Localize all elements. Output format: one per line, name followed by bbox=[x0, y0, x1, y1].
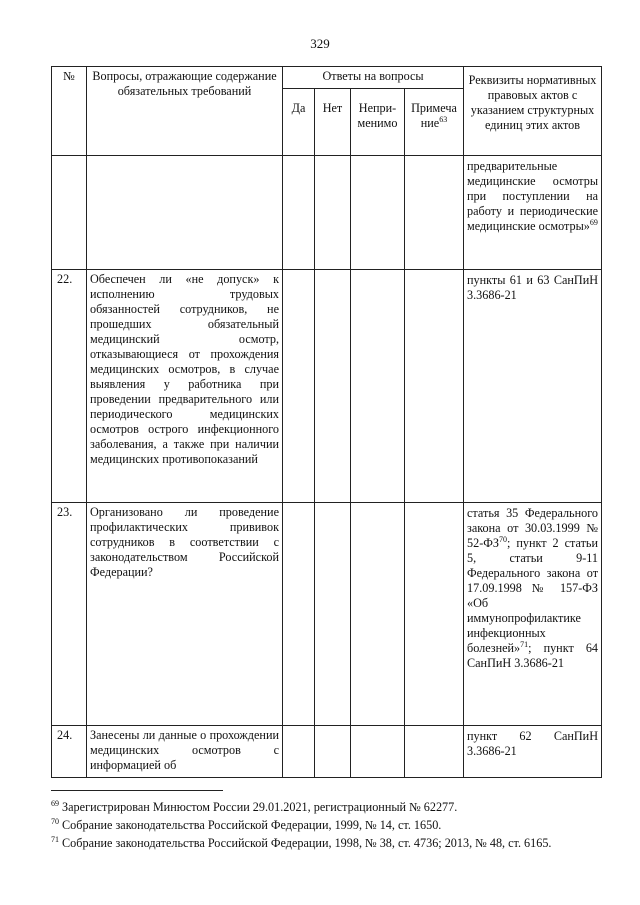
row-question: Обеспечен ли «не допуск» к исполнению трудовых обязанностей сотрудников, не прошедших обязательный медицинский осмотр, отказывающиеся от прохождения медицинских осмотров, в случае выявления у работника при проведении предварительного или периодического медицинских осмотров острого инфекционного заболевания, а также при наличии медицинских противопоказаний bbox=[87, 270, 283, 503]
footnote-ref: 71 bbox=[520, 639, 529, 649]
table-row bbox=[52, 503, 602, 726]
header-row-top bbox=[52, 67, 602, 89]
row-number: 23. bbox=[52, 503, 87, 726]
footnote bbox=[51, 798, 611, 816]
footnote-divider bbox=[51, 790, 223, 791]
header-not-applicable: Непри-менимо bbox=[351, 89, 405, 156]
header-requisites: Реквизиты нормативных правовых актов с указанием структурных единиц этих актов bbox=[464, 67, 602, 156]
answer-na-cell bbox=[351, 726, 405, 778]
answer-yes-cell bbox=[283, 270, 315, 503]
header-no: Нет bbox=[315, 89, 351, 156]
answer-no-cell bbox=[315, 503, 351, 726]
header-note-label: Примеча ние bbox=[411, 101, 457, 130]
requisites-text: ; пункт 64 СанПиН 3.3686-21 bbox=[467, 641, 599, 670]
footnote bbox=[51, 816, 611, 834]
row-question: Организовано ли проведение профилактических прививок сотрудников в соответствии с законодательством Российской Федерации? bbox=[87, 503, 283, 726]
footnote-ref: 69 bbox=[589, 217, 598, 227]
row-question bbox=[87, 156, 283, 270]
table-row bbox=[52, 726, 602, 778]
answer-note-cell bbox=[405, 726, 464, 778]
answer-note-cell bbox=[405, 503, 464, 726]
answer-no-cell bbox=[315, 270, 351, 503]
row-requisites bbox=[464, 503, 602, 726]
footnote-mark: 71 bbox=[51, 834, 59, 844]
header-answers: Ответы на вопросы bbox=[283, 67, 464, 89]
answer-yes-cell bbox=[283, 503, 315, 726]
answer-na-cell bbox=[351, 270, 405, 503]
answer-na-cell bbox=[351, 156, 405, 270]
footnotes bbox=[51, 798, 611, 852]
footnote-ref: 70 bbox=[499, 534, 507, 544]
footnote-text: Собрание законодательства Российской Федерации, 1998, № 38, ст. 4736; 2013, № 48, ст. 6165. bbox=[59, 836, 552, 850]
answer-yes-cell bbox=[283, 156, 315, 270]
row-requisites: пункт 62 СанПиН 3.3686-21 bbox=[464, 726, 602, 778]
requisites-text: статья 35 Федерального закона от 30.03.1999 № 52-ФЗ bbox=[467, 506, 599, 550]
answer-note-cell bbox=[405, 156, 464, 270]
row-number: 22. bbox=[52, 270, 87, 503]
header-note-sup: 63 bbox=[439, 114, 448, 124]
answer-na-cell bbox=[351, 503, 405, 726]
row-number: 24. bbox=[52, 726, 87, 778]
answer-no-cell bbox=[315, 156, 351, 270]
footnote-text: Зарегистрирован Минюстом России 29.01.2021, регистрационный № 62277. bbox=[59, 800, 458, 814]
answer-note-cell bbox=[405, 270, 464, 503]
row-requisites bbox=[464, 156, 602, 270]
header-question: Вопросы, отражающие содержание обязательных требований bbox=[87, 67, 283, 156]
header-yes: Да bbox=[283, 89, 315, 156]
requisites-text: предварительные медицинские осмотры при поступлении на работу и периодические медицинские осмотры» bbox=[467, 159, 599, 233]
answer-yes-cell bbox=[283, 726, 315, 778]
header-note bbox=[405, 89, 464, 156]
row-question: Занесены ли данные о прохождении медицинских осмотров с информацией об bbox=[87, 726, 283, 778]
table-row bbox=[52, 270, 602, 503]
table-row bbox=[52, 156, 602, 270]
checklist-table bbox=[51, 66, 602, 778]
requisites-text: ; пункт 2 статьи 5, статьи 9-11 Федерального закона от 17.09.1998 № 157-ФЗ «Об иммунопрофилактике инфекционных болезней» bbox=[467, 536, 599, 655]
footnote-mark: 70 bbox=[51, 816, 59, 826]
row-requisites: пункты 61 и 63 СанПиН 3.3686-21 bbox=[464, 270, 602, 503]
header-number: № bbox=[52, 67, 87, 156]
footnote-mark: 69 bbox=[51, 798, 59, 808]
footnote bbox=[51, 834, 611, 852]
row-number bbox=[52, 156, 87, 270]
page-number: 329 bbox=[310, 36, 330, 51]
answer-no-cell bbox=[315, 726, 351, 778]
footnote-text: Собрание законодательства Российской Федерации, 1999, № 14, ст. 1650. bbox=[59, 818, 442, 832]
